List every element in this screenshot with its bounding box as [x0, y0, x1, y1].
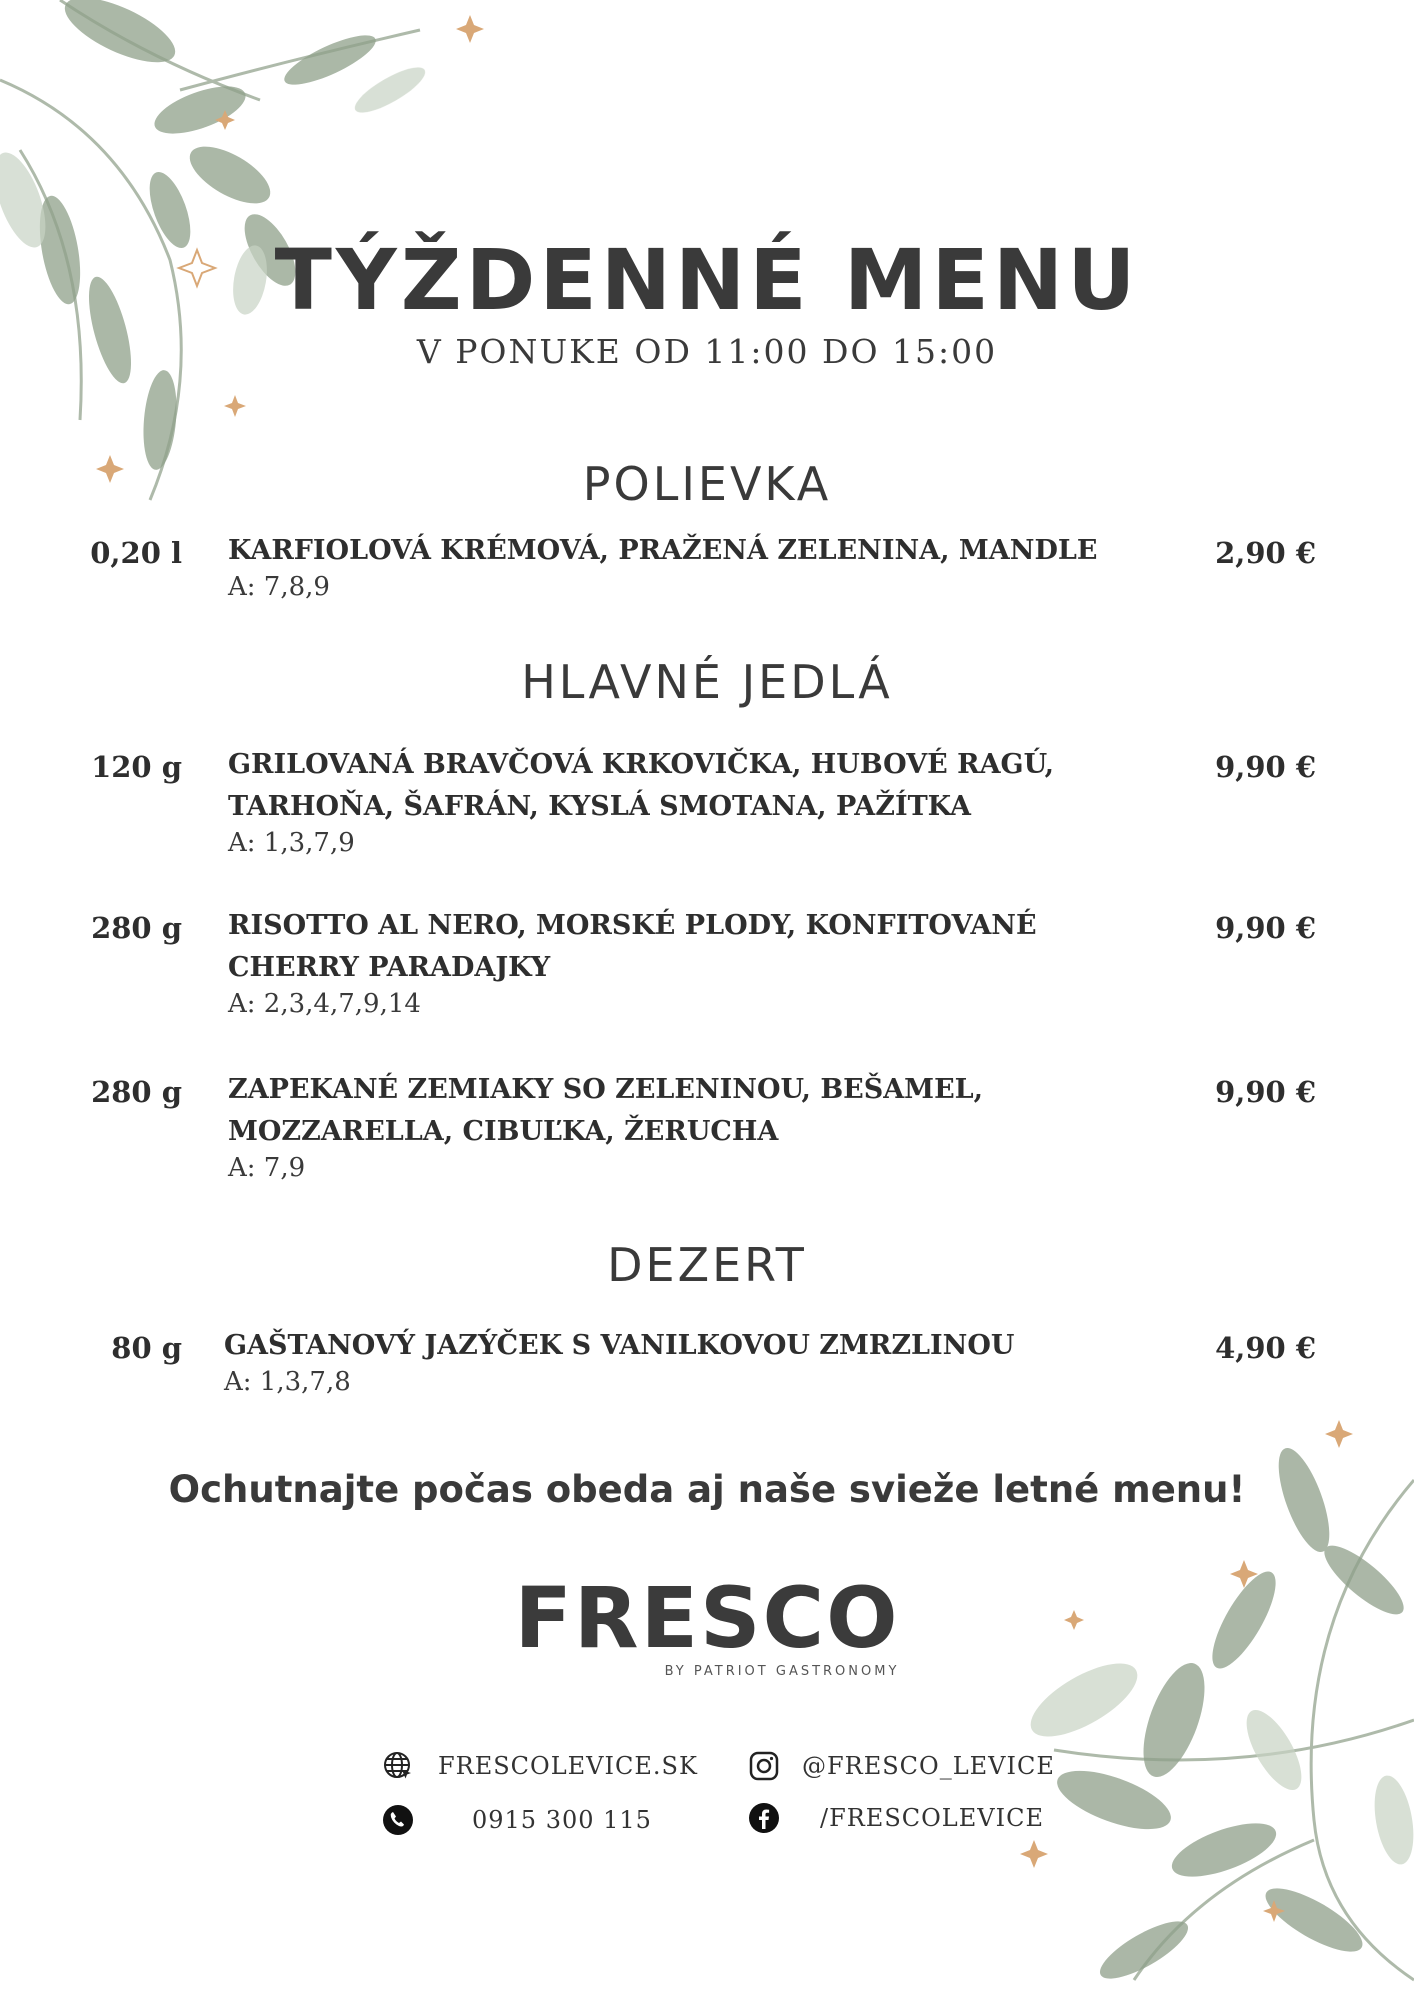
contact-phone[interactable] — [382, 1804, 652, 1836]
item-quantity: 80 g — [111, 1331, 182, 1365]
item-name: KARFIOLOVÁ KRÉMOVÁ, PRAŽENÁ ZELENINA, MANDLE — [228, 535, 1098, 566]
item-allergens: A: 7,8,9 — [228, 572, 330, 602]
item-quantity: 0,20 l — [90, 536, 182, 570]
item-quantity: 120 g — [91, 750, 182, 784]
item-name — [228, 744, 1108, 828]
item-name — [228, 905, 1108, 989]
item-name-line-2: MOZZARELLA, CIBUĽKA, ŽERUCHA — [228, 1116, 779, 1147]
section-heading-mains: HLAVNÉ JEDLÁ — [521, 655, 893, 709]
item-price: 2,90 € — [1215, 536, 1316, 570]
item-price: 9,90 € — [1215, 1075, 1316, 1109]
facebook-icon — [748, 1802, 780, 1834]
item-name-line-1: RISOTTO AL NERO, MORSKÉ PLODY, KONFITOVANÉ — [228, 910, 1037, 941]
item-name: GAŠTANOVÝ JAZÝČEK S VANILKOVOU ZMRZLINOU — [224, 1330, 1015, 1361]
promo-text: Ochutnajte počas obeda aj naše svieže letné menu! — [168, 1468, 1246, 1511]
contact-facebook[interactable] — [748, 1802, 1044, 1834]
website-text[interactable]: FRESCOLEVICE.SK — [438, 1752, 698, 1780]
phone-icon — [382, 1804, 414, 1836]
logo-tagline: BY PATRIOT GASTRONOMY — [664, 1664, 900, 1679]
section-heading-soup: POLIEVKA — [582, 457, 832, 511]
item-allergens: A: 7,9 — [228, 1153, 306, 1183]
serving-hours: V PONUKE OD 11:00 DO 15:00 — [416, 332, 998, 371]
page-title: TÝŽDENNÉ MENU — [274, 231, 1140, 329]
contact-website[interactable] — [382, 1750, 698, 1782]
item-price: 4,90 € — [1215, 1331, 1316, 1365]
logo-wordmark: FRESCO — [514, 1569, 900, 1667]
item-allergens: A: 2,3,4,7,9,14 — [228, 989, 421, 1019]
item-name-line-2: CHERRY PARADAJKY — [228, 952, 551, 983]
facebook-text[interactable]: /FRESCOLEVICE — [820, 1804, 1044, 1832]
fresco-logo — [0, 1569, 1414, 1679]
item-name-line-1: ZAPEKANÉ ZEMIAKY SO ZELENINOU, BEŠAMEL, — [228, 1074, 984, 1105]
item-allergens: A: 1,3,7,8 — [224, 1367, 351, 1397]
phone-text[interactable]: 0915 300 115 — [472, 1806, 652, 1834]
contact-instagram[interactable] — [748, 1750, 1055, 1782]
section-heading-dessert: DEZERT — [607, 1238, 807, 1292]
item-name-line-1: GRILOVANÁ BRAVČOVÁ KRKOVIČKA, HUBOVÉ RAGÚ, — [228, 749, 1055, 780]
instagram-icon — [748, 1750, 780, 1782]
item-quantity: 280 g — [91, 1075, 182, 1109]
item-name-line-2: TARHOŇA, ŠAFRÁN, KYSLÁ SMOTANA, PAŽÍTKA — [228, 791, 972, 822]
item-price: 9,90 € — [1215, 750, 1316, 784]
globe-icon — [382, 1750, 414, 1782]
item-name — [228, 1069, 1108, 1153]
instagram-text[interactable]: @FRESCO_LEVICE — [802, 1752, 1055, 1780]
item-price: 9,90 € — [1215, 911, 1316, 945]
item-quantity: 280 g — [91, 911, 182, 945]
item-allergens: A: 1,3,7,9 — [228, 828, 355, 858]
